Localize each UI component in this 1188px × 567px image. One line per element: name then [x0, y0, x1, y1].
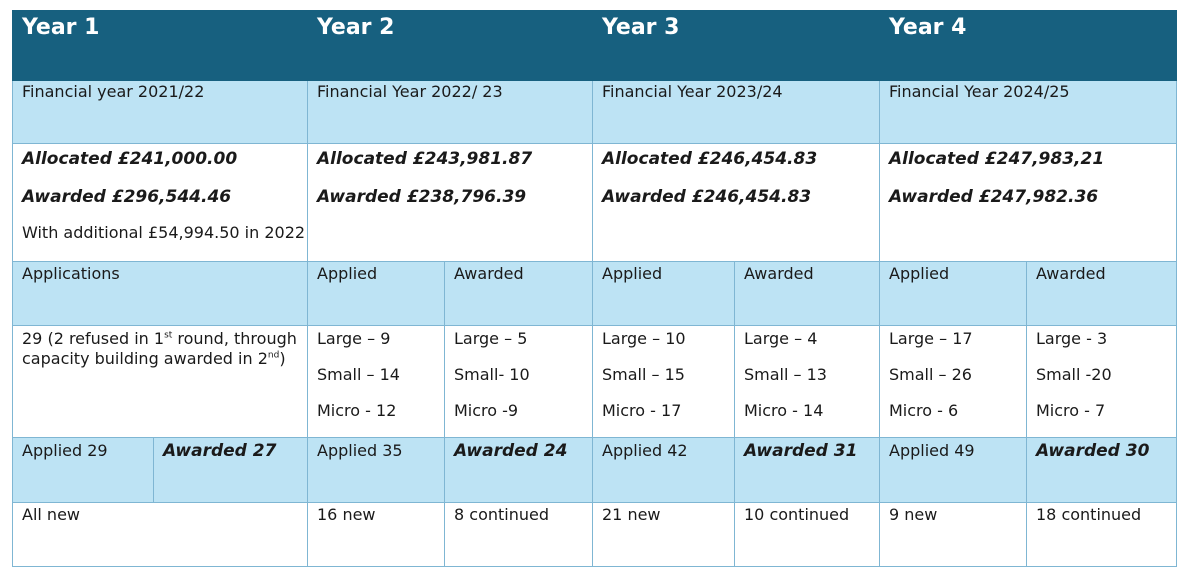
year-4-applied-breakdown: Large – 17 Small – 26 Micro - 6: [880, 326, 1027, 438]
year-4-applied-total: Applied 49: [880, 438, 1027, 503]
awarded-label: Awarded: [735, 262, 880, 326]
applied-label: Applied: [308, 262, 445, 326]
size-breakdown-row: [13, 326, 1177, 438]
funding-year-3: [593, 144, 880, 262]
totals-row: [13, 438, 1177, 503]
financial-year-3: Financial Year 2023/24: [593, 81, 880, 144]
additional-note: With additional £54,994.50 in 2022: [22, 223, 306, 242]
year-4-awarded-breakdown: Large - 3 Small -20 Micro - 7: [1027, 326, 1177, 438]
year-1-awarded-total: Awarded 27: [154, 438, 308, 503]
year-2-header: Year 2: [308, 11, 593, 81]
funding-year-2: [308, 144, 593, 262]
year-3-new: 21 new: [593, 503, 735, 567]
allocated-amount: Allocated £243,981.87: [317, 149, 533, 169]
year-3-awarded-total: Awarded 31: [735, 438, 880, 503]
awarded-amount: Awarded £238,796.39: [317, 187, 527, 207]
year-2-awarded-total: Awarded 24: [445, 438, 593, 503]
funding-row: [13, 144, 1177, 262]
year-4-awarded-total: Awarded 30: [1027, 438, 1177, 503]
year-1-new: All new: [13, 503, 308, 567]
financial-year-1: Financial year 2021/22: [13, 81, 308, 144]
year-3-applied-breakdown: Large – 10 Small – 15 Micro - 17: [593, 326, 735, 438]
year-1-applications-note: 29 (2 refused in 1st round, through capacity building awarded in 2nd): [13, 326, 308, 438]
financial-year-row: [13, 81, 1177, 144]
year-1-applied-total: Applied 29: [13, 438, 154, 503]
applied-label: Applied: [880, 262, 1027, 326]
year-header-row: [13, 11, 1177, 81]
applied-label: Applied: [593, 262, 735, 326]
funding-year-1: [13, 144, 308, 262]
new-continued-row: [13, 503, 1177, 567]
year-2-applied-total: Applied 35: [308, 438, 445, 503]
allocated-amount: Allocated £247,983,21: [889, 149, 1105, 169]
year-2-continued: 8 continued: [445, 503, 593, 567]
applications-label: Applications: [13, 262, 308, 326]
funding-year-4: [880, 144, 1177, 262]
year-2-applied-breakdown: Large – 9 Small – 14 Micro - 12: [308, 326, 445, 438]
financial-year-2: Financial Year 2022/ 23: [308, 81, 593, 144]
allocated-amount: Allocated £241,000.00: [22, 149, 238, 169]
year-3-header: Year 3: [593, 11, 880, 81]
allocated-amount: Allocated £246,454.83: [602, 149, 818, 169]
awarded-amount: Awarded £296,544.46: [22, 187, 232, 207]
year-2-new: 16 new: [308, 503, 445, 567]
awarded-label: Awarded: [445, 262, 593, 326]
funding-table: [12, 10, 1177, 567]
year-4-continued: 18 continued: [1027, 503, 1177, 567]
year-3-applied-total: Applied 42: [593, 438, 735, 503]
year-1-header: Year 1: [13, 11, 308, 81]
awarded-amount: Awarded £247,982.36: [889, 187, 1099, 207]
financial-year-4: Financial Year 2024/25: [880, 81, 1177, 144]
awarded-label: Awarded: [1027, 262, 1177, 326]
awarded-amount: Awarded £246,454.83: [602, 187, 812, 207]
year-2-awarded-breakdown: Large – 5 Small- 10 Micro -9: [445, 326, 593, 438]
applications-header-row: [13, 262, 1177, 326]
year-3-continued: 10 continued: [735, 503, 880, 567]
year-4-header: Year 4: [880, 11, 1177, 81]
year-4-new: 9 new: [880, 503, 1027, 567]
funding-table-container: [12, 10, 1176, 539]
year-3-awarded-breakdown: Large – 4 Small – 13 Micro - 14: [735, 326, 880, 438]
